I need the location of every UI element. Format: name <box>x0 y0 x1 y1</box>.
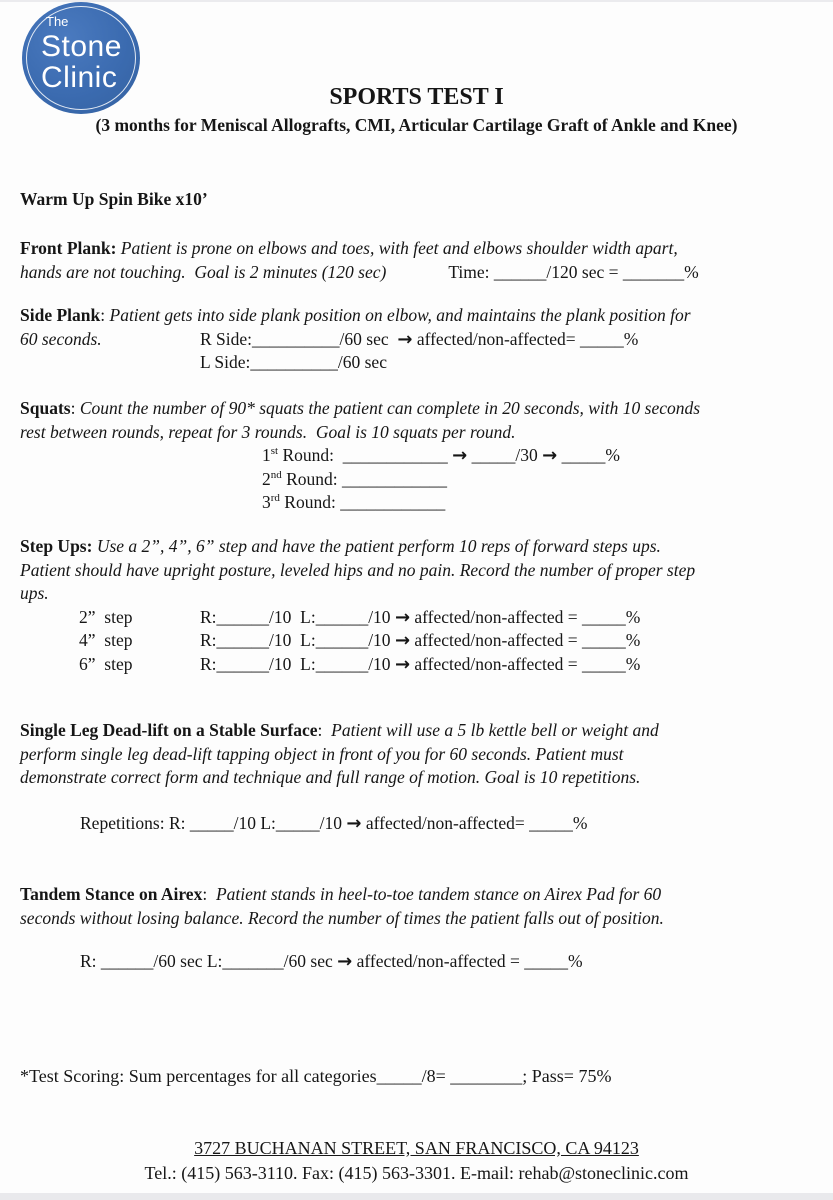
tandem-label: Tandem Stance on Airex <box>20 884 203 904</box>
step-ups-label: Step Ups: <box>20 536 93 556</box>
squats-round-1: 1st Round: ____________ → _____/30 → _____% <box>262 445 620 466</box>
step-ups-row-6in <box>79 653 815 677</box>
deadlift-reps-result: affected/non-affected= _____% <box>361 812 588 833</box>
tandem-result: affected/non-affected = _____% <box>352 951 583 971</box>
arrow-icon: → <box>394 630 411 651</box>
arrow-icon: → <box>397 328 413 350</box>
squats-section <box>20 397 815 515</box>
side-plank-r-line: 60 seconds. R Side:__________/60 sec → affected/non-affected= _____% <box>20 328 639 350</box>
step-fields: R:______/10 L:______/10 <box>200 630 395 650</box>
squats-desc-line1: Squats: Count the number of 90* squats the patient can complete in 20 seconds, with 10 seconds <box>20 398 701 418</box>
step-ups-row-2in <box>79 606 815 630</box>
arrow-icon: → <box>394 606 411 628</box>
side-plank-label: Side Plank <box>20 305 101 325</box>
step-fields: R:______/10 L:______/10 <box>200 653 395 674</box>
arrow-icon: → <box>542 445 558 466</box>
squats-round1-score: _____/30 <box>467 445 543 465</box>
step-ups-section <box>20 535 815 676</box>
front-plank-label: Front Plank: <box>20 238 117 258</box>
step-result: affected/non-affected = _____% <box>410 630 641 650</box>
arrow-icon: → <box>452 445 468 466</box>
footer-contact: Tel.: (415) 563-3110. Fax: (415) 563-3301. E-mail: rehab@stoneclinic.com <box>144 1163 689 1183</box>
tandem-desc-line1: Tandem Stance on Airex: Patient stands in heel-to-toe tandem stance on Airex Pad for 60 <box>20 884 662 904</box>
front-plank-time-field: Time: ______/120 sec = _______% <box>448 261 699 282</box>
step-size: 6” step <box>79 653 133 674</box>
footer-address: 3727 BUCHANAN STREET, SAN FRANCISCO, CA 94123 <box>194 1138 639 1158</box>
squats-round1-pct: _____% <box>557 445 620 465</box>
scan-edge-bottom <box>0 1193 833 1200</box>
squats-round3-blank: ____________ <box>340 492 446 512</box>
logo-word-clinic: Clinic <box>41 61 118 94</box>
deadlift-desc-line3: demonstrate correct form and technique and full range of motion. Goal is 10 repetitions. <box>20 767 641 787</box>
tandem-field: R: ______/60 sec L:_______/60 sec <box>80 951 338 971</box>
deadlift-reps-line <box>80 812 815 836</box>
deadlift-section <box>20 719 815 835</box>
front-plank-section <box>20 237 815 284</box>
deadlift-label: Single Leg Dead-lift on a Stable Surface <box>20 720 318 740</box>
side-plank-l-line <box>200 351 815 375</box>
squats-round2-blank: ____________ <box>342 468 448 489</box>
step-ups-desc-line1: Step Ups: Use a 2”, 4”, 6” step and have the patient perform 10 reps of forward steps ups. <box>20 536 661 556</box>
side-plank-r-result: affected/non-affected= _____% <box>412 328 639 349</box>
side-plank-r-field: R Side:__________/60 sec <box>200 328 398 349</box>
tandem-section <box>20 883 815 974</box>
logo-word-stone: Stone <box>41 30 122 63</box>
page-subtitle: (3 months for Meniscal Allografts, CMI, Articular Cartilage Graft of Ankle and Knee) <box>95 115 738 135</box>
squats-round-3: 3rd Round: ____________ <box>262 492 446 512</box>
step-result: affected/non-affected = _____% <box>410 653 641 674</box>
front-plank-desc-line1: Front Plank: Patient is prone on elbows and toes, with feet and elbows shoulder width apart, <box>20 238 678 258</box>
step-ups-desc-line2: Patient should have upright posture, leveled hips and no pain. Record the number of proper step <box>20 559 696 580</box>
tandem-desc-line2: seconds without losing balance. Record the number of times the patient falls out of position. <box>20 907 664 928</box>
page-title: SPORTS TEST I <box>329 84 504 110</box>
arrow-icon: → <box>337 951 353 972</box>
tandem-score-line <box>80 950 815 974</box>
squats-label: Squats <box>20 398 71 418</box>
warmup-section <box>20 188 815 212</box>
arrow-icon: → <box>394 653 411 675</box>
step-fields: R:______/10 L:______/10 <box>200 606 395 627</box>
squats-round-2: 2nd Round: ____________ <box>262 468 448 489</box>
arrow-icon: → <box>346 812 362 834</box>
logo-word-the: The <box>46 14 69 29</box>
side-plank-desc-line1: Side Plank: Patient gets into side plank position on elbow, and maintains the plank position for <box>20 305 691 325</box>
deadlift-desc-line1: Single Leg Dead-lift on a Stable Surface: Patient will use a 5 lb kettle bell or weight and <box>20 720 659 740</box>
scoring-section <box>20 1065 815 1089</box>
step-size: 2” step <box>79 606 133 627</box>
squats-round1-blank: ____________ <box>342 445 453 465</box>
stone-clinic-logo-text <box>41 15 122 93</box>
scan-edge-top <box>0 0 833 2</box>
footer <box>0 1136 833 1186</box>
side-plank-section <box>20 304 815 375</box>
squats-desc-line2: rest between rounds, repeat for 3 rounds. Goal is 10 squats per round. <box>20 421 516 442</box>
step-ups-desc-line3: ups. <box>20 583 49 603</box>
deadlift-reps-field: Repetitions: R: _____/10 L:_____/10 <box>80 812 347 833</box>
test-scoring-line: *Test Scoring: Sum percentages for all categories_____/8= ________; Pass= 75% <box>20 1066 612 1086</box>
side-plank-l-field: L Side:__________/60 sec <box>200 352 387 372</box>
step-size: 4” step <box>79 630 133 650</box>
front-plank-desc-line2: hands are not touching. Goal is 2 minutes (120 sec) Time: ______/120 sec = _______% <box>20 261 699 282</box>
deadlift-desc-line2: perform single leg dead-lift tapping object in front of you for 60 seconds. Patient must <box>20 743 624 764</box>
step-result: affected/non-affected = _____% <box>410 606 641 627</box>
warmup-heading: Warm Up Spin Bike x10’ <box>20 189 208 209</box>
step-ups-row-4in <box>79 629 815 653</box>
